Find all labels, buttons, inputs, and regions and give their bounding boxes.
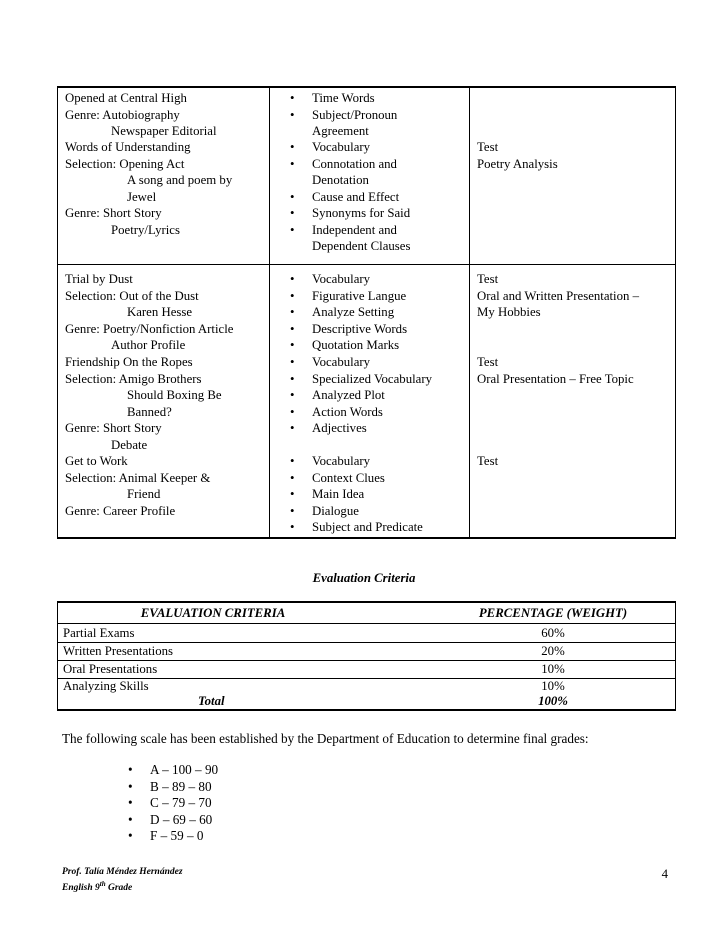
column-divider: [269, 88, 270, 537]
unit-genre: Genre: Poetry/Nonfiction Article: [65, 321, 234, 336]
skill-item: • Time Words: [284, 90, 464, 107]
grade-scale-intro: The following scale has been established by the Department of Education to determine final grades:: [62, 731, 589, 746]
skill-item-continued: Dependent Clauses: [312, 239, 411, 253]
skill-item-continued: Agreement: [312, 124, 369, 138]
table-row: [58, 642, 675, 660]
skill-item: • Subject/Pronoun: [284, 107, 464, 124]
units-table: [57, 86, 676, 539]
skill-item: • Dialogue: [284, 503, 464, 520]
skill-item: • Vocabulary: [284, 139, 464, 156]
footer-course: [62, 878, 183, 894]
weight-cell: 20%: [541, 644, 565, 658]
unit-detail: Should Boxing Be: [127, 388, 222, 402]
weight-header: PERCENTAGE (WEIGHT): [478, 606, 628, 620]
skill-item: • Action Words: [284, 404, 464, 421]
assessment-item: Test: [477, 272, 499, 286]
evaluation-heading: Evaluation Criteria: [312, 571, 416, 585]
unit-title: Opened at Central High: [65, 91, 187, 105]
unit-selection: Selection: Amigo Brothers: [65, 371, 202, 386]
unit-detail: Jewel: [127, 189, 157, 204]
unit-title: Get to Work: [65, 454, 128, 468]
unit-detail: A song and poem by: [127, 173, 233, 187]
total-value: 100%: [538, 694, 568, 708]
unit-detail: Karen Hesse: [127, 305, 193, 319]
unit-genre: Genre: Career Profile: [65, 503, 176, 518]
skill-item: • Adjectives: [284, 420, 464, 437]
grade-item: • A – 100 – 90: [100, 762, 218, 779]
unit-detail: Poetry/Lyrics: [111, 222, 180, 237]
assessment-item: Oral and Written Presentation –: [477, 288, 640, 303]
assessment-item: Test: [477, 140, 499, 154]
assessment-item: Test: [477, 355, 499, 369]
unit-detail: Newspaper Editorial: [111, 124, 217, 138]
skill-item: • Vocabulary: [284, 271, 464, 288]
skill-item: • Specialized Vocabulary: [284, 371, 464, 388]
skill-item: • Subject and Predicate: [284, 519, 464, 536]
unit-detail: Friend: [127, 487, 161, 501]
grade-item: • B – 89 – 80: [100, 779, 218, 796]
unit-title: Friendship On the Ropes: [65, 355, 193, 369]
unit-detail: Author Profile: [111, 338, 186, 352]
assessment-item: Oral Presentation – Free Topic: [477, 371, 634, 386]
criteria-header: EVALUATION CRITERIA: [140, 606, 286, 620]
unit-selection: Selection: Out of the Dust: [65, 288, 199, 303]
unit-genre: Genre: Autobiography: [65, 107, 180, 122]
skill-item: • Analyzed Plot: [284, 387, 464, 404]
assessment-item: My Hobbies: [477, 305, 541, 319]
grade-item: • C – 79 – 70: [100, 795, 218, 812]
unit-title: Trial by Dust: [65, 272, 133, 286]
skill-item-continued: Denotation: [312, 173, 369, 187]
assessment-item: Poetry Analysis: [477, 156, 558, 171]
unit-selection: Selection: Animal Keeper &: [65, 470, 211, 485]
evaluation-table: [57, 601, 676, 711]
table-row: [58, 660, 675, 678]
skill-item: • Descriptive Words: [284, 321, 464, 338]
row-divider: [58, 264, 675, 265]
unit-genre: Genre: Short Story: [65, 206, 162, 220]
skill-item: • Independent and: [284, 222, 464, 239]
skill-item: • Cause and Effect: [284, 189, 464, 206]
grade-item: • F – 59 – 0: [100, 828, 218, 845]
skill-item: • Vocabulary: [284, 453, 464, 470]
skill-item: • Connotation and: [284, 156, 464, 173]
evaluation-header-row: [58, 604, 675, 622]
skill-item: • Synonyms for Said: [284, 205, 464, 222]
column-divider: [469, 88, 470, 537]
skill-item: • Main Idea: [284, 486, 464, 503]
criterion-cell: Partial Exams: [63, 626, 135, 640]
skill-item: • Quotation Marks: [284, 337, 464, 354]
page-footer: [62, 866, 183, 894]
grade-item: • D – 69 – 60: [100, 812, 218, 829]
assessment-item: Test: [477, 454, 499, 468]
weight-cell: 60%: [541, 626, 565, 640]
skill-item: • Figurative Langue: [284, 288, 464, 305]
page-number: 4: [661, 867, 668, 881]
criterion-cell: Written Presentations: [63, 644, 174, 658]
weight-cell: 10%: [541, 662, 565, 676]
footer-course-suffix: th: [99, 880, 106, 888]
skill-item: • Analyze Setting: [284, 304, 464, 321]
table-row: [58, 624, 675, 642]
total-label: Total: [198, 694, 225, 708]
footer-course-grade: Grade: [105, 883, 133, 894]
grade-scale-list: [100, 762, 218, 845]
weight-cell: 10%: [541, 679, 565, 693]
total-row: [58, 692, 675, 710]
footer-course-name: English 9: [62, 883, 100, 894]
unit-title: Words of Understanding: [65, 140, 191, 154]
unit-selection: Selection: Opening Act: [65, 156, 185, 171]
skill-item: • Context Clues: [284, 470, 464, 487]
skill-item: • Vocabulary: [284, 354, 464, 371]
criterion-cell: Oral Presentations: [63, 662, 158, 676]
footer-author: Prof. Talía Méndez Hernández: [62, 867, 183, 877]
unit-genre: Genre: Short Story: [65, 421, 162, 435]
criterion-cell: Analyzing Skills: [63, 679, 149, 693]
unit-detail: Debate: [111, 437, 148, 452]
unit-detail: Banned?: [127, 404, 172, 419]
